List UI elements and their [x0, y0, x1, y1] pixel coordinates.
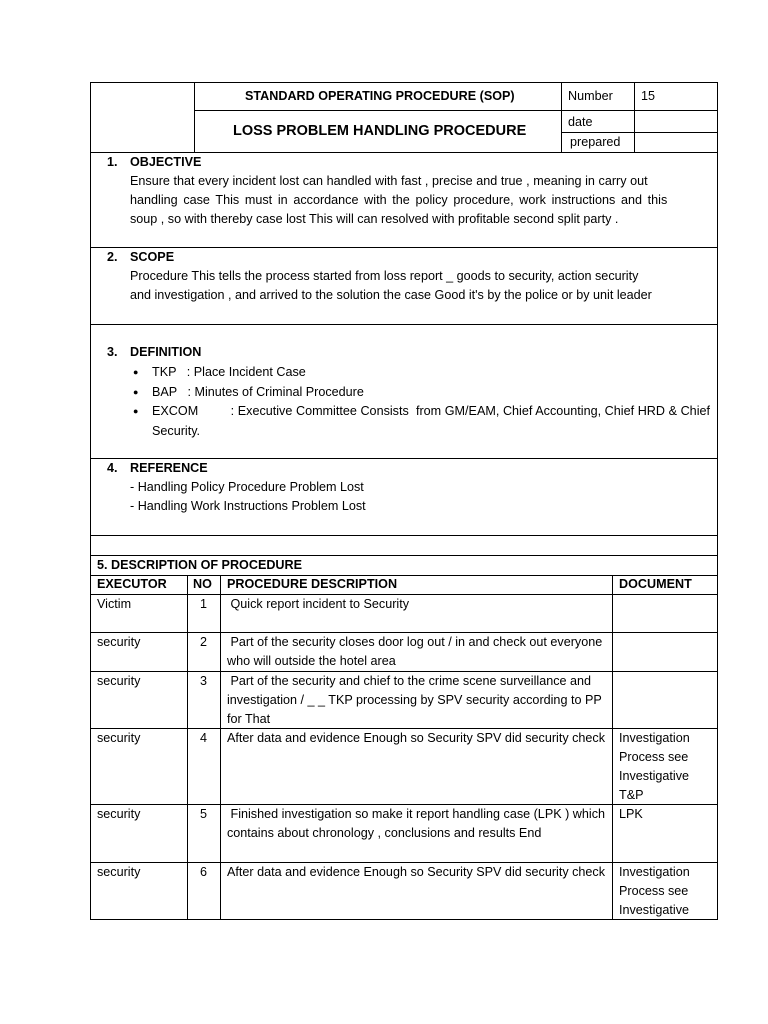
- description-cell: After data and evidence Enough so Security SPV did security check: [227, 731, 606, 745]
- reference-heading: REFERENCE: [130, 461, 208, 475]
- executor-cell: security: [97, 807, 141, 821]
- section-divider: [90, 247, 718, 248]
- number-value: 15: [641, 89, 656, 103]
- description-cell: After data and evidence Enough so Security SPV did security check: [227, 865, 606, 879]
- executor-cell: security: [97, 635, 141, 649]
- column-header-executor: EXECUTOR: [97, 577, 167, 591]
- reference-item: - Handling Work Instructions Problem Lost: [130, 499, 366, 513]
- objective-line: Ensure that every incident lost can handled with fast , precise and true , meaning in carry out: [130, 174, 648, 188]
- description-cell: Finished investigation so make it report handling case (LPK ) which contains about chronology , conclusions and results End: [227, 807, 609, 840]
- reference-item: - Handling Policy Procedure Problem Lost: [130, 480, 364, 494]
- number-label: Number: [568, 89, 613, 103]
- no-cell: 5: [200, 807, 208, 821]
- no-cell: 2: [200, 635, 208, 649]
- description-cell: Quick report incident to Security: [227, 597, 409, 611]
- header-divider-left: [194, 82, 195, 152]
- document-cell: Investigation Process see Investigative: [619, 865, 690, 917]
- document-title: LOSS PROBLEM HANDLING PROCEDURE: [233, 123, 527, 139]
- no-cell: 3: [200, 674, 208, 688]
- header-divider-right: [634, 82, 635, 152]
- description-cell: Part of the security closes door log out / in and check out everyone who will outside the hotel area: [227, 635, 606, 668]
- executor-cell: security: [97, 865, 141, 879]
- prepared-label: prepared: [570, 135, 621, 149]
- column-header-description: PROCEDURE DESCRIPTION: [227, 577, 398, 591]
- no-cell: 4: [200, 731, 208, 745]
- header-row-line: [194, 110, 718, 111]
- document-cell: LPK: [619, 807, 643, 821]
- scope-line: and investigation , and arrived to the solution the case Good it's by the police or by unit leader: [130, 288, 652, 302]
- executor-cell: security: [97, 731, 141, 745]
- definition-item-excom: ● EXCOM : Executive Committee Consists from GM/EAM, Chief Accounting, Chief HRD & Chief Security.: [130, 402, 710, 441]
- executor-cell: security: [97, 674, 141, 688]
- sop-title: STANDARD OPERATING PROCEDURE (SOP): [245, 89, 515, 103]
- objective-number: 1.: [107, 155, 118, 169]
- scope-number: 2.: [107, 250, 118, 264]
- column-header-no: NO: [193, 577, 212, 591]
- section-divider: [90, 324, 718, 325]
- objective-heading: OBJECTIVE: [130, 155, 202, 169]
- document-cell: Investigation Process see Investigative T&P: [619, 731, 690, 802]
- column-header-document: DOCUMENT: [619, 577, 692, 591]
- objective-line: handling case This must in accordance with the policy procedure, work instructions and this: [130, 193, 668, 207]
- header-divider-mid: [561, 82, 562, 152]
- definition-list: [130, 363, 714, 441]
- definition-item-bap: ● BAP : Minutes of Criminal Procedure: [130, 383, 710, 403]
- scope-heading: SCOPE: [130, 250, 175, 264]
- scope-line: Procedure This tells the process started from loss report _ goods to security, action security: [130, 269, 639, 283]
- date-label: date: [568, 115, 593, 129]
- col-divider-executor: [187, 575, 188, 920]
- objective-line: soup , so with thereby case lost This will can resolved with profitable second split party .: [130, 212, 619, 226]
- col-divider-description: [612, 575, 613, 920]
- col-divider-no: [220, 575, 221, 920]
- no-cell: 6: [200, 865, 208, 879]
- no-cell: 1: [200, 597, 208, 611]
- definition-number: 3.: [107, 345, 118, 359]
- description-cell: Part of the security and chief to the crime scene surveillance and investigation / _ _ TKP processing by SPV security according to PP for That: [227, 674, 606, 726]
- reference-number: 4.: [107, 461, 118, 475]
- definition-heading: DEFINITION: [130, 345, 202, 359]
- procedure-heading: 5. DESCRIPTION OF PROCEDURE: [97, 558, 303, 572]
- executor-cell: Victim: [97, 597, 132, 611]
- section-divider: [90, 535, 718, 536]
- definition-item-tkp: ● TKP : Place Incident Case: [130, 363, 710, 383]
